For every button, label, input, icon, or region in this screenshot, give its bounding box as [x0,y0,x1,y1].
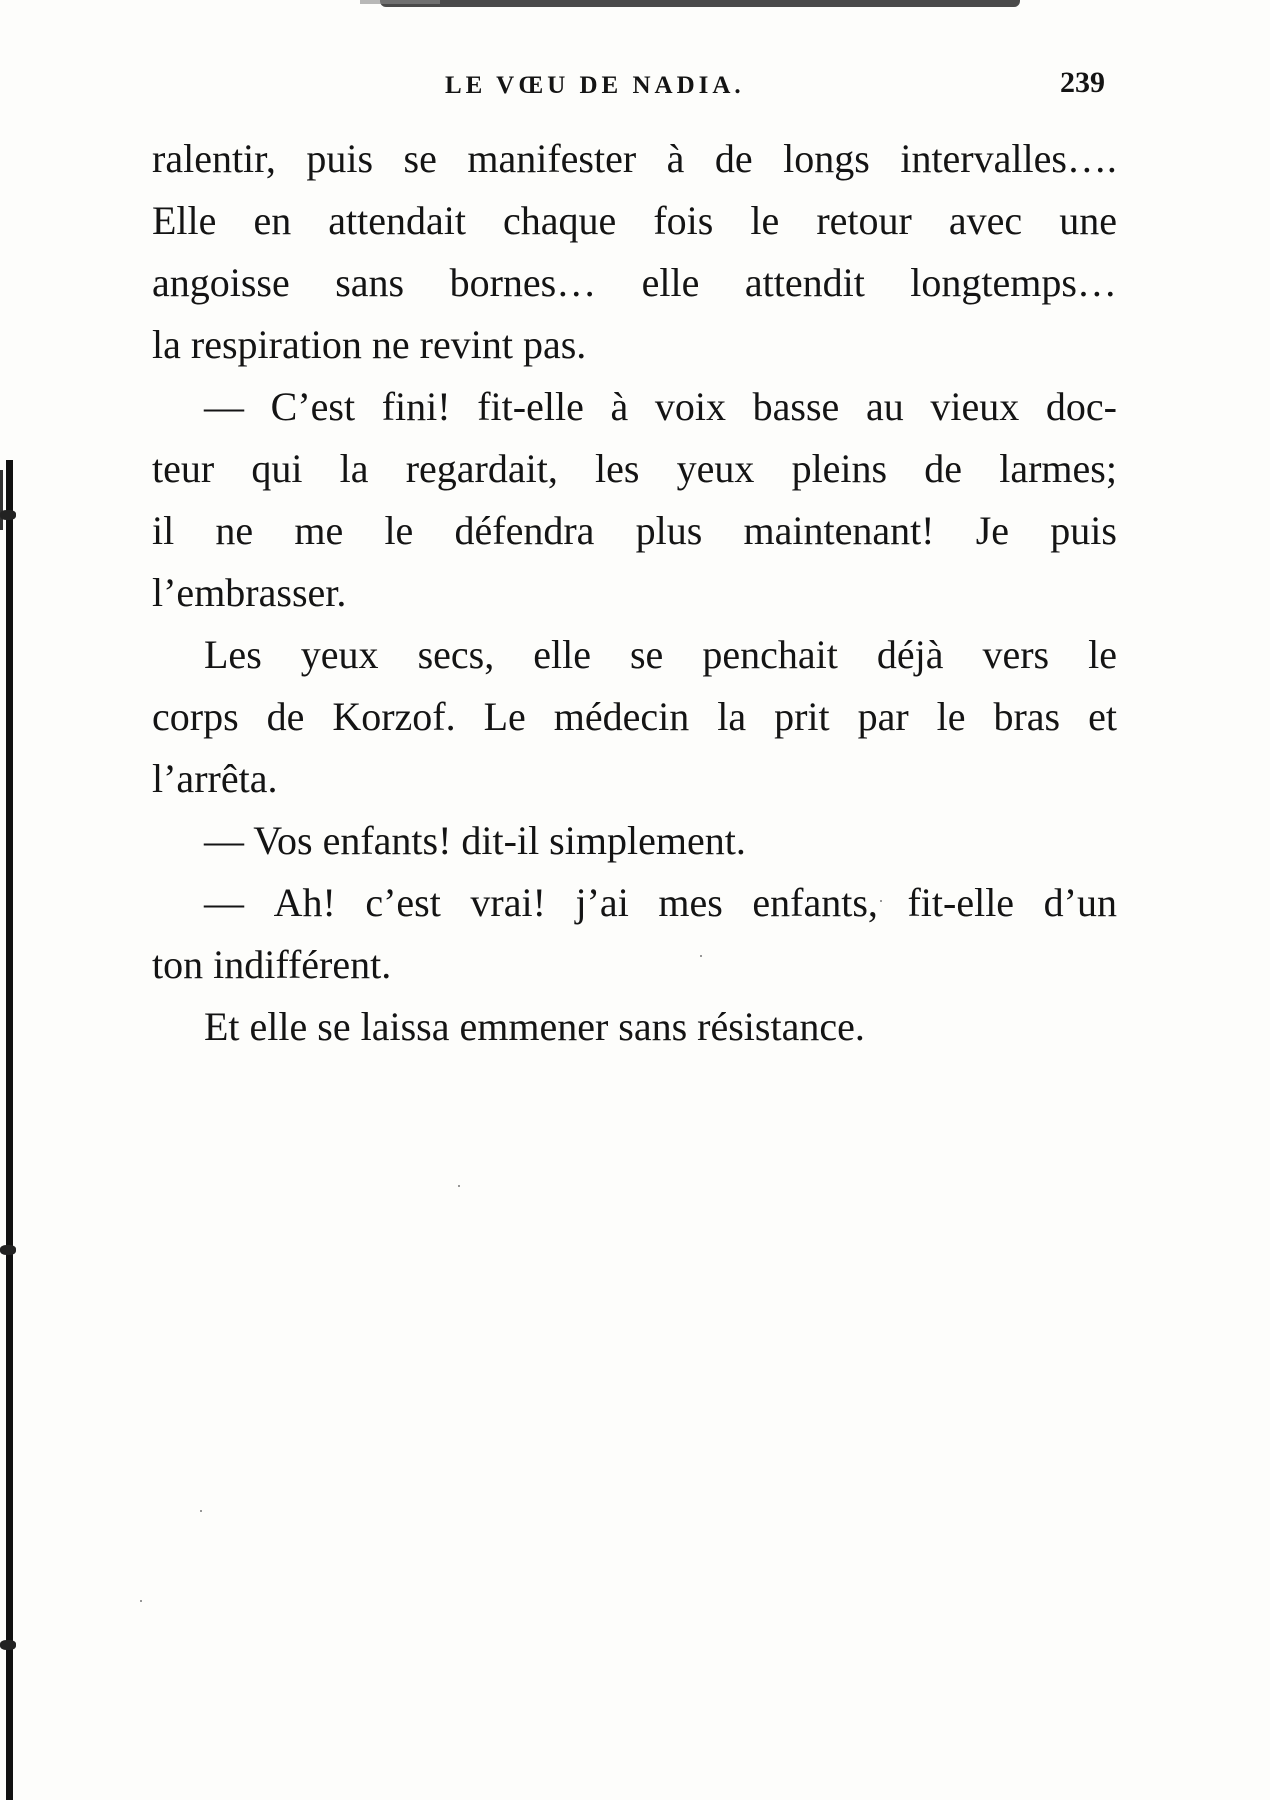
word: intervalles…. [900,136,1117,181]
word: voix [654,384,727,429]
word: de [266,694,305,739]
text-line [152,438,1117,500]
binding-mark [0,1640,16,1650]
word: il [152,508,175,553]
word: puis [1050,508,1117,553]
word: bornes… [449,260,597,305]
paper-speck [880,900,882,902]
word: basse [752,384,840,429]
word: Elle [152,198,217,243]
word: fois [653,198,714,243]
word: doc- [1045,384,1117,429]
word: manifester [467,136,637,181]
word: vers [982,632,1050,677]
paper-speck [700,955,702,957]
word: au [865,384,904,429]
word: le [750,198,780,243]
word: maintenant! [743,508,935,553]
word: avec [948,198,1023,243]
word: le [936,694,966,739]
word: déjà [876,632,944,677]
word: le [1088,632,1117,677]
text-line [152,128,1117,190]
paper-speck [458,1185,460,1187]
word: larmes; [999,446,1117,491]
text-line: Et elle se laissa emmener sans résistance. [204,1004,865,1049]
word: longs [783,136,870,181]
word: d’un [1043,880,1117,925]
word: me [294,508,344,553]
binding-mark [0,510,16,520]
word: Ah! [273,880,336,925]
body-text [152,128,1117,1058]
word: Le [483,694,526,739]
word: c’est [365,880,441,925]
word: longtemps… [910,260,1117,305]
word: puis [306,136,374,181]
page-header [150,66,1105,106]
text-line [152,872,1117,934]
word: mes [658,880,723,925]
text-line [152,252,1117,314]
word: fit-elle [907,880,1015,925]
text-line: — Vos enfants! dit-il simplement. [204,818,746,863]
word: fini! [381,384,451,429]
word: teur [152,446,215,491]
word: C’est [270,384,356,429]
word: prit [774,694,830,739]
text-line: ton indifférent. [152,942,392,987]
word: retour [816,198,912,243]
word: j’ai [575,880,629,925]
word: la [717,694,747,739]
word: plus [635,508,703,553]
word: se [629,632,664,677]
text-line: l’embrasser. [152,570,347,615]
word: une [1059,198,1117,243]
running-head: LE VŒU DE NADIA. [445,72,745,99]
word: le [384,508,414,553]
word: de [924,446,963,491]
word: la [339,446,369,491]
text-line [152,190,1117,252]
word: attendait [328,198,466,243]
paper-speck [140,1600,142,1602]
scan-top-edge [380,0,1020,7]
text-line: la respiration ne revint pas. [152,322,587,367]
page-number: 239 [1060,66,1105,99]
text-line [152,686,1117,748]
word: à [610,384,629,429]
text-line [152,376,1117,438]
word: et [1088,694,1117,739]
word: corps [152,694,239,739]
word: vrai! [470,880,546,925]
word: sans [335,260,405,305]
word: Les [204,632,262,677]
word: regardait, [405,446,558,491]
word: Korzof. [332,694,456,739]
text-line [152,624,1117,686]
word: elle [641,260,700,305]
word: Je [975,508,1010,553]
scan-top-edge-light [360,0,440,4]
binding-shadow [6,460,13,1800]
word: — [204,384,244,429]
word: se [403,136,437,181]
word: ralentir, [152,136,276,181]
word: yeux [300,632,379,677]
word: yeux [676,446,755,491]
word: ne [215,508,254,553]
word: à [666,136,685,181]
word: secs, [417,632,495,677]
word: défendra [454,508,595,553]
text-line: l’arrêta. [152,756,278,801]
word: bras [993,694,1061,739]
text-line [152,500,1117,562]
word: qui [251,446,303,491]
word: angoisse [152,260,290,305]
word: elle [533,632,591,677]
paper-speck [200,1510,202,1512]
word: vieux [930,384,1020,429]
word: par [857,694,909,739]
word: en [253,198,292,243]
word: les [595,446,640,491]
word: penchait [702,632,838,677]
word: attendit [744,260,865,305]
binding-mark [0,1245,16,1255]
word: chaque [503,198,617,243]
binding-shadow-thin [0,470,3,530]
word: — [204,880,244,925]
word: fit-elle [477,384,584,429]
word: enfants, [752,880,878,925]
word: de [714,136,753,181]
word: médecin [553,694,690,739]
word: pleins [791,446,888,491]
